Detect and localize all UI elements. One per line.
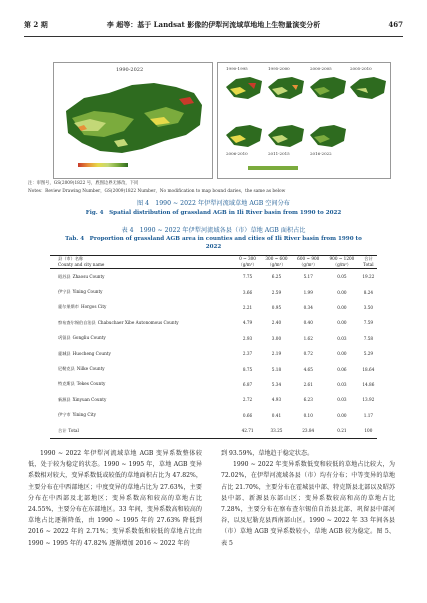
page-number: 467: [388, 20, 403, 29]
small-map-label: 2016-2022: [310, 151, 332, 156]
cell-value: 0.03: [337, 381, 347, 387]
table-caption-en: Tab. 4 Proportion of grassland AGB area in counties and cities of Ili River basin from 1990 to 2022: [65, 236, 362, 250]
cell-value: 7.59: [363, 320, 374, 326]
header-c4: 900 ~ 1200: [329, 256, 355, 261]
cell-value: 3.00: [271, 335, 282, 341]
row-name: [50, 269, 235, 285]
main-map-legend: [78, 163, 128, 167]
table-caption-cn: 表 4 1990 ~ 2022 年伊犁河流域各县（市）草地 AGB 面积占比: [121, 227, 306, 234]
cell-value: 18.64: [362, 366, 375, 372]
header-name-cn: 县（市）名称: [58, 256, 84, 261]
cell-value: 2.40: [271, 320, 282, 326]
cell-value: 0.00: [337, 304, 347, 310]
small-map-label: 1995-2000: [268, 66, 290, 71]
row-name: [50, 331, 235, 346]
row-name-en: Nilke County: [76, 366, 105, 372]
small-maps-grid: [218, 63, 390, 178]
cell-value: 23.84: [302, 428, 315, 434]
row-name-en: Zhaosu County: [72, 273, 105, 279]
table-row: [50, 284, 377, 299]
cell-value: 5.34: [271, 381, 282, 387]
cell-value: 14.86: [362, 381, 375, 387]
cell-value: 8.24: [363, 289, 374, 295]
row-name-en: Horgos City: [80, 304, 107, 310]
row-name-cn: 昭苏县: [58, 273, 71, 279]
row-name-en: Yining City: [72, 412, 96, 418]
main-map-image: [54, 63, 212, 178]
row-name: [50, 423, 235, 439]
table-row: [50, 377, 377, 392]
table-row: [50, 423, 377, 439]
small-map-label: 2006-2010: [226, 151, 248, 156]
cell-value: 2.72: [242, 397, 253, 403]
row-name-cn: 合计: [58, 427, 67, 433]
cell-value: 1.62: [303, 335, 313, 341]
body-left-column: 1990 ~ 2022 年伊犁河流域草地 AGB 变异系数整体较低，处于较为稳定的状态。1990 ~ 1995 年，草地 AGB 变异系数相对较大，变异系数低或较低的草地面积占比为 47.82%，主要分布在中西部地区；中度变异的草地占比为 27.63%，主要分布在中西部及北部地区；变异系数高和较高的草地占比 24.55%，主要分布在东部地区。33 年间，变异系数高和较高的草地占比逐渐降低，由 1990 ~ 1995 年的 27.63% 降低到 2016 ~ 2022 年的 2.71%；变异系数低和较低的草地占比由 1990 ~ 1995 年的 47.82% 逐渐增加 2016 ~ 2022 年的: [28, 450, 202, 547]
cell-value: 5.29: [363, 351, 374, 357]
cell-value: 19.22: [362, 274, 375, 280]
header-c1: 0 ~ 300: [239, 256, 256, 261]
header-unit: （g/m²）: [299, 262, 318, 267]
table-row: [50, 408, 377, 423]
figure-caption-cn: 图 4 1990 ~ 2022 年伊犁河流域草地 AGB 空间分布: [137, 200, 290, 207]
figure-note-cn: 注：审图号，GS(2009)1822 号，底图边界无修改，下同: [28, 181, 139, 186]
small-map-label: 1990-1995: [226, 66, 248, 71]
cell-value: 2.37: [242, 351, 253, 357]
cell-value: 13.92: [362, 397, 375, 403]
small-maps-panel: [217, 62, 391, 179]
figure-note-en: Notes：Review Drawing Number，GS(2009)1822 Number，No modification to map bound daries，the same as below: [28, 189, 286, 194]
table-row: [50, 315, 377, 330]
row-name: [50, 408, 235, 423]
cell-value: 4.93: [271, 397, 282, 403]
cell-value: 0.00: [337, 412, 347, 418]
row-name: [50, 377, 235, 392]
cell-value: 1.17: [363, 412, 374, 418]
header-c2: 300 ~ 600: [265, 256, 288, 261]
table-row: [50, 300, 377, 315]
cell-value: 7.75: [242, 274, 253, 280]
row-name-en: Tekes County: [76, 381, 106, 387]
cell-value: 0.05: [337, 274, 347, 280]
small-map-label: 2011-2015: [268, 151, 290, 156]
cell-value: 2.93: [242, 335, 253, 341]
row-name-cn: 伊宁市: [58, 412, 71, 418]
row-name-en: Xinyuan County: [72, 396, 107, 402]
cell-value: 0.72: [303, 351, 313, 357]
row-name: [50, 346, 235, 361]
issue-number: 第 2 期: [24, 20, 48, 29]
table-row: [50, 392, 377, 407]
cell-value: 6.25: [271, 274, 282, 280]
data-table: [50, 255, 377, 439]
cell-value: 0.00: [337, 320, 347, 326]
cell-value: 2.21: [242, 304, 253, 310]
row-name-cn: 伊宁县: [58, 289, 71, 295]
row-name-cn: 霍尔果斯市: [58, 304, 79, 310]
cell-value: 0.95: [271, 304, 282, 310]
row-name-cn: 尼勒克县: [58, 366, 75, 372]
running-header: [24, 20, 403, 34]
cell-value: 42.71: [241, 428, 254, 434]
row-name: [50, 300, 235, 315]
table-row: [50, 331, 377, 346]
cell-value: 33.25: [270, 428, 283, 434]
row-name: [50, 284, 235, 299]
body-right-para-2: 1990 ~ 2022 年变异系数低变和较低的草地占比较大，为 72.02%，在伊犁河流域各县（市）均有分布；中等变异的草地占比 21.70%，主要分布在霍城县中部、特克斯县北部以及昭苏县中部、新源县东部山区；变异系数较高和高的草地占比 7.28%，主要分布在察布查尔锡伯自治县北部、巩留县中部河谷，以及尼勒克县西南部山区。1990 ~ 2022 年 33 年间各县（市）草地 AGB 变异系数较小，草地 AGB 较为稳定。图 5、表 5: [221, 461, 395, 547]
header-rule: [24, 36, 403, 37]
cell-value: 0.66: [242, 412, 253, 418]
cell-value: 0.41: [271, 412, 282, 418]
row-name-cn: 新源县: [58, 396, 71, 402]
header-unit: Total: [363, 262, 374, 267]
cell-value: 0.00: [337, 351, 347, 357]
figure-caption-en: Fig. 4 Spatial distribution of grassland AGB in Ili River basin from 1990 to 2022: [85, 210, 342, 216]
cell-value: 3.50: [363, 304, 374, 310]
header-unit: （g/m²）: [267, 262, 286, 267]
row-name-en: Huocheng County: [72, 350, 111, 356]
cell-value: 6.87: [242, 381, 253, 387]
row-name-cn: 特克斯县: [58, 381, 75, 387]
header-c3: 600 ~ 900: [297, 256, 320, 261]
cell-value: 8.75: [242, 366, 253, 372]
table-row: [50, 346, 377, 361]
cell-value: 0.03: [337, 335, 347, 341]
cell-value: 0.10: [303, 412, 313, 418]
main-map-label: 1990-2022: [116, 67, 144, 73]
main-map-panel: [53, 62, 213, 179]
cell-value: 2.59: [271, 289, 282, 295]
table-row: [50, 361, 377, 376]
table-body: [50, 269, 377, 439]
cell-value: 4.65: [303, 366, 313, 372]
cell-value: 2.61: [303, 381, 313, 387]
row-name-en: Chabuchaer Xibe Autonomous County: [97, 319, 179, 325]
row-name-en: Total: [68, 427, 79, 433]
cell-value: 0.00: [337, 289, 347, 295]
cell-value: 0.06: [337, 366, 347, 372]
cell-value: 5.17: [303, 274, 313, 280]
cell-value: 0.40: [303, 320, 313, 326]
running-title: 李 超等：基于 Landsat 影像的伊犁河流域草地地上生物量演变分析: [106, 20, 321, 29]
body-right-para-1: 到 93.59%，草地趋于稳定状态。: [221, 450, 314, 457]
cell-value: 1.99: [303, 289, 313, 295]
cell-value: 7.58: [363, 335, 374, 341]
cell-value: 0.03: [337, 397, 347, 403]
small-map-label: 2000-2005: [310, 66, 332, 71]
cell-value: 2.19: [271, 351, 282, 357]
small-map-label: 2005-2010: [350, 66, 372, 71]
header-unit: （g/m²）: [332, 262, 351, 267]
cell-value: 0.34: [303, 304, 313, 310]
cell-value: 5.18: [271, 366, 282, 372]
row-name-cn: 巩留县: [58, 335, 71, 341]
row-name-en: Yining County: [72, 289, 103, 295]
row-name-cn: 霍城县: [58, 350, 71, 356]
body-right-column: [221, 448, 395, 549]
header-unit: （g/m²）: [238, 262, 257, 267]
table-row: [50, 269, 377, 285]
cell-value: 6.23: [303, 397, 313, 403]
row-name: [50, 392, 235, 407]
row-name-en: Gongliu County: [72, 335, 106, 341]
header-c5: 合计: [364, 256, 373, 261]
cell-value: 3.66: [242, 289, 253, 295]
header-name-en: County and city name: [58, 262, 105, 267]
cell-value: 100: [364, 428, 373, 434]
row-name: [50, 315, 235, 330]
cell-value: 0.21: [337, 428, 347, 434]
cell-value: 4.79: [242, 320, 253, 326]
row-name: [50, 361, 235, 376]
row-name-cn: 察布查尔锡伯自治县: [58, 319, 96, 325]
